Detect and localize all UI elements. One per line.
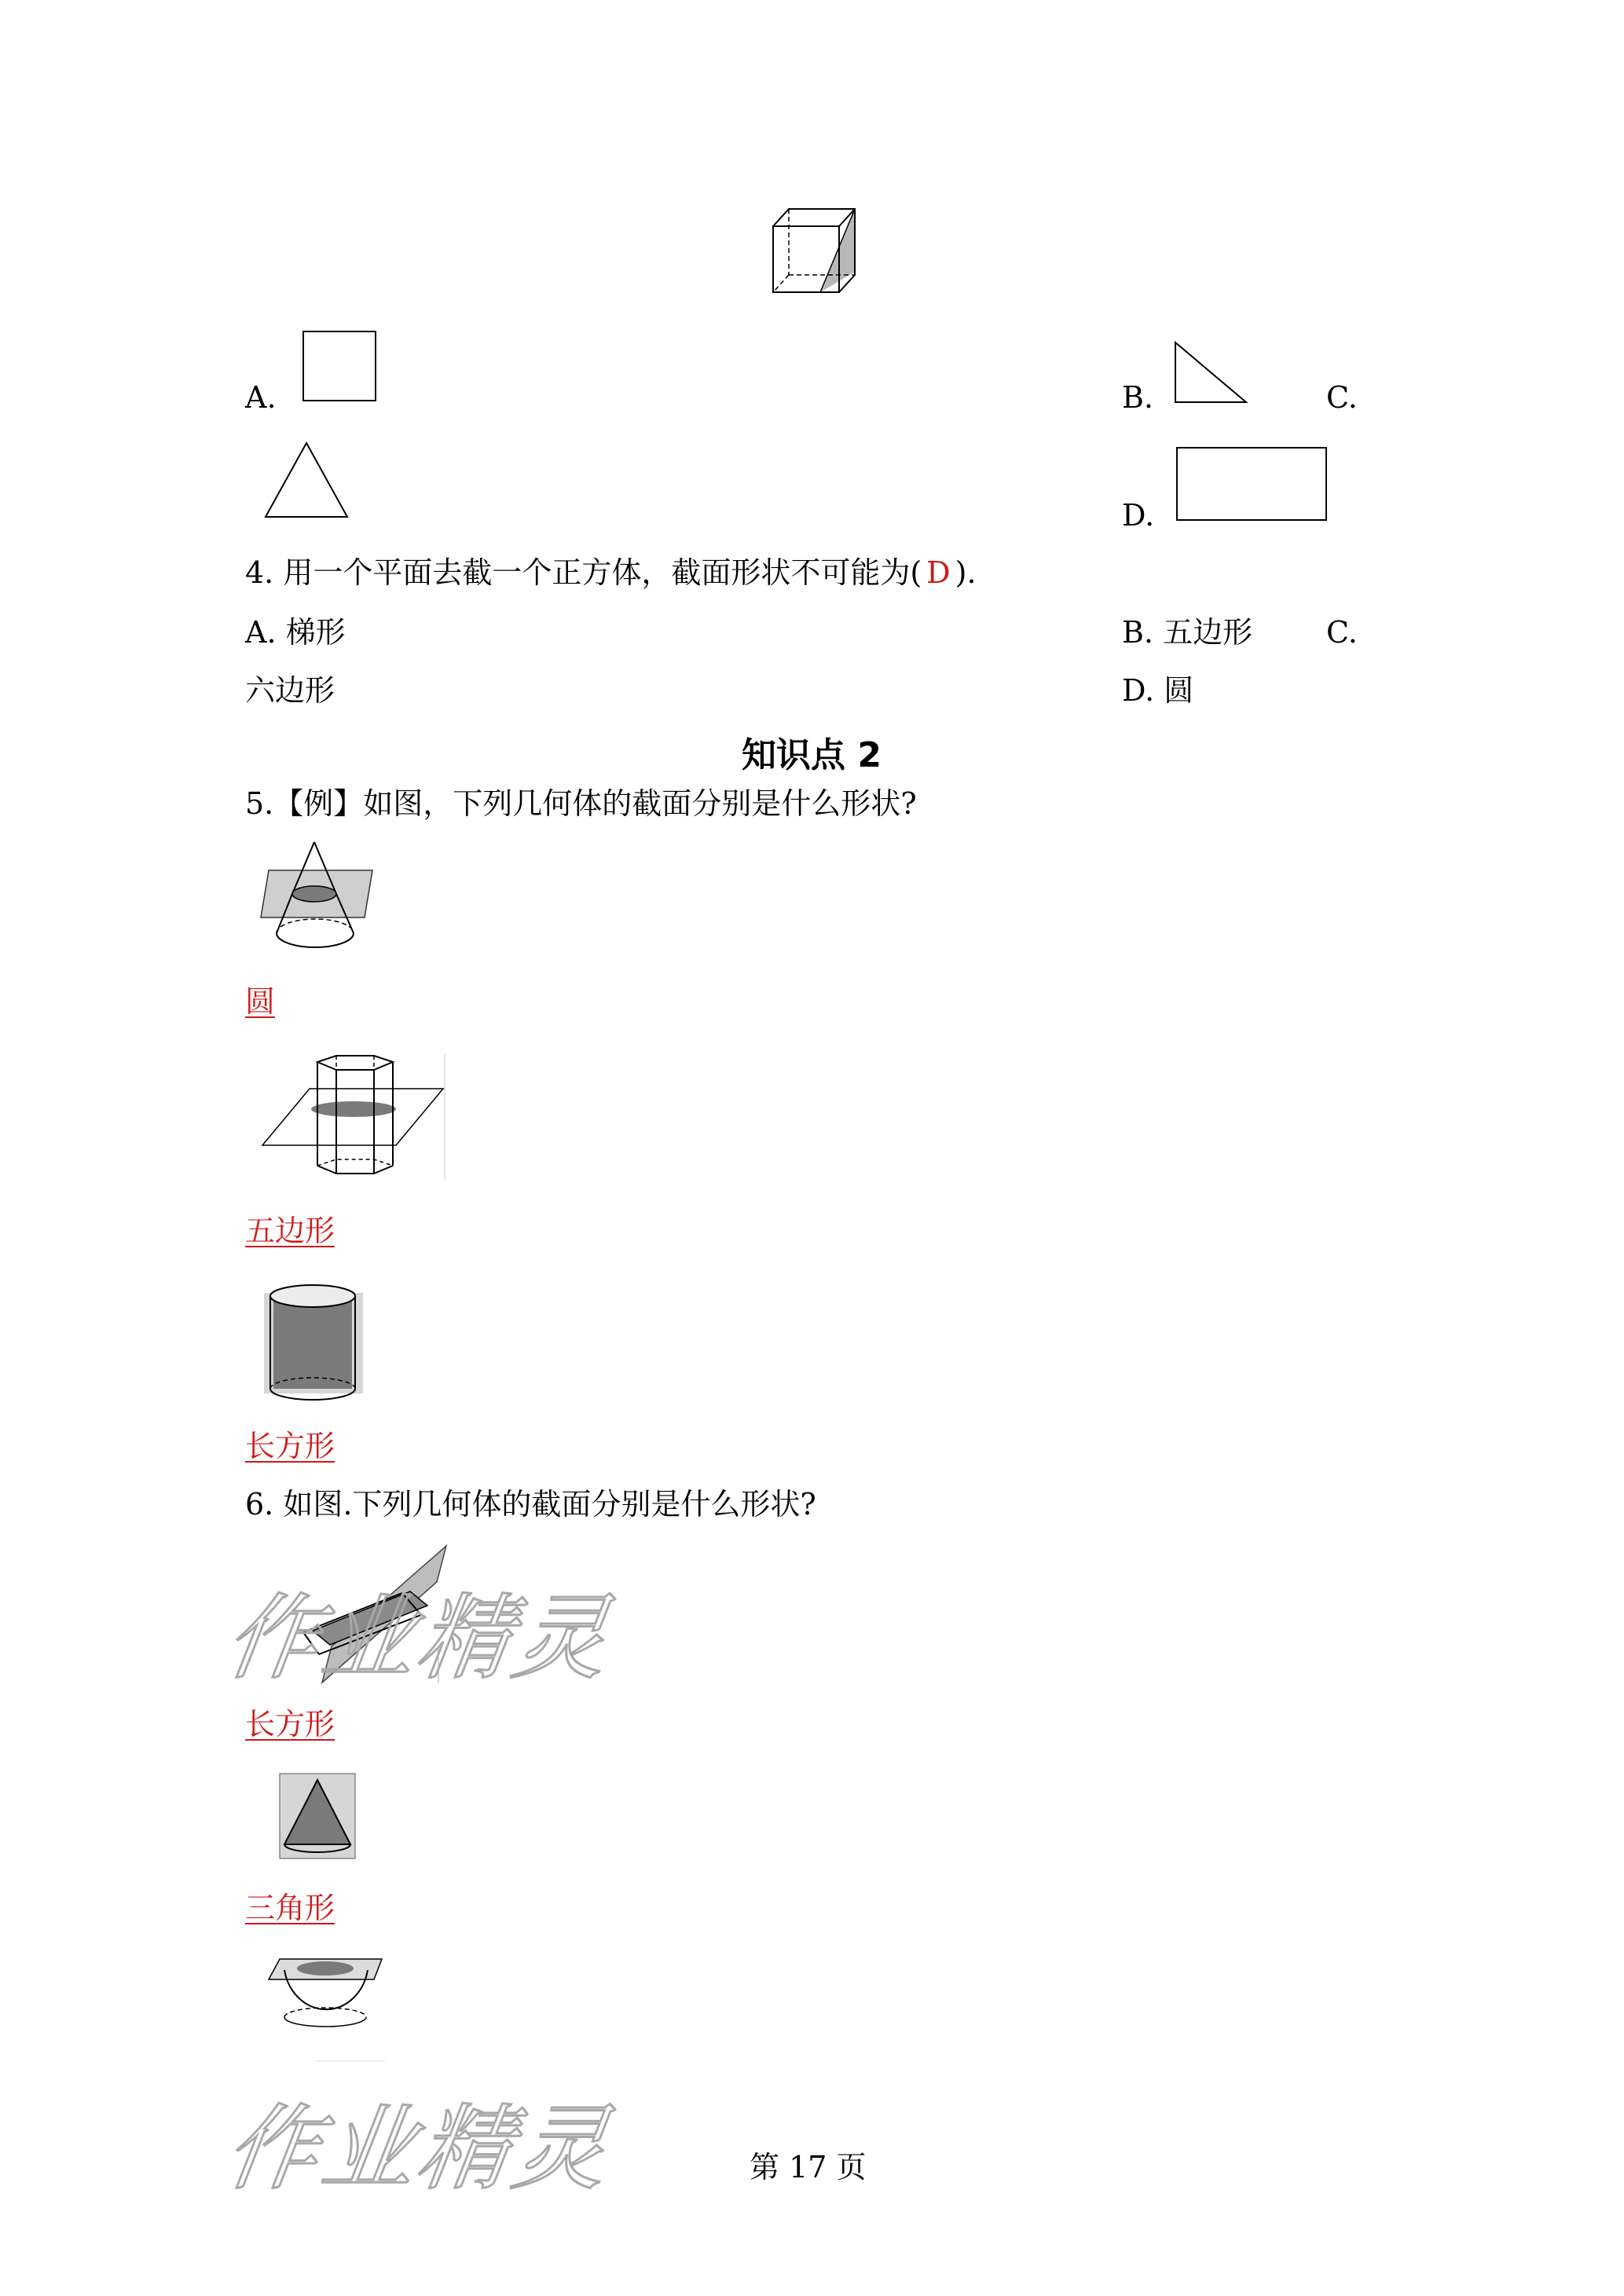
hexagonal-prism-section-figure [262,1054,446,1180]
q4-option-d: D. 圆 [1122,673,1194,708]
q3-option-b-label: B. [1122,380,1154,415]
q5-answer-2: 五边形 [245,1214,335,1248]
watermark-upper: 作业精灵 [218,1584,618,1692]
section-title: 知识点 2 [742,735,882,775]
q4-option-c-text: 六边形 [245,673,335,708]
q4-answer: D [926,555,951,590]
sphere-section-figure [267,1956,387,2066]
cube-section-figure [768,203,863,297]
q4-option-a: A. 梯形 [245,615,346,650]
equilateral-triangle-shape [262,440,350,520]
cone-section-figure [259,839,372,957]
q3-option-d-label: D. [1122,498,1155,533]
q5-stem: 5.【例】如图，下列几何体的截面分别是什么形状? [245,786,917,821]
q4-option-c-label: C. [1326,615,1358,650]
q6-answer-2: 三角形 [245,1891,335,1925]
right-triangle-shape [1174,341,1248,404]
q5-answer-3: 长方形 [245,1429,335,1463]
q4-stem-before: 4. 用一个平面去截一个正方体，截面形状不可能为( [245,555,922,590]
q6-stem: 6. 如图.下列几何体的截面分别是什么形状? [245,1487,816,1522]
q5-answer-1: 圆 [245,984,276,1019]
q3-option-a-label: A. [245,380,277,415]
cylinder-section-figure [261,1282,368,1398]
rectangle-shape [1175,446,1328,522]
page-number: 第 17 页 [750,2150,867,2184]
q4-stem [245,555,977,590]
square-shape [302,330,377,402]
q4-option-b: B. 五边形 [1122,615,1253,650]
q3-option-c-label: C. [1326,380,1358,415]
q6-answer-1: 长方形 [245,1707,335,1741]
watermark-lower: 作业精灵 [218,2094,618,2203]
q4-stem-after: ). [955,555,977,590]
cone-vertical-section-figure [278,1772,357,1860]
